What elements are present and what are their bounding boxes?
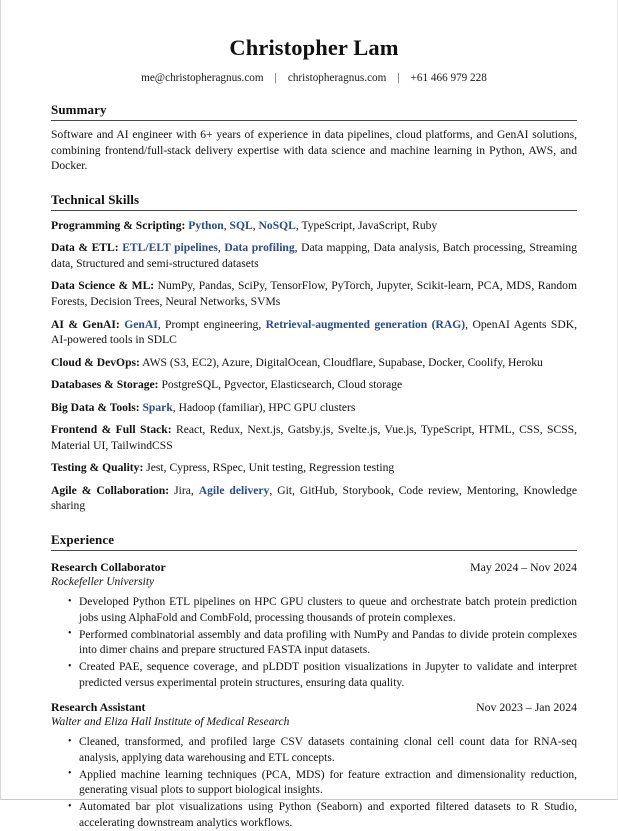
skill-highlight: NoSQL (258, 218, 296, 232)
contact-line (51, 72, 577, 84)
skill-row: Databases & Storage: PostgreSQL, Pgvector, Elasticsearch, Cloud storage (51, 378, 403, 392)
job-bullet: • Cleaned, transformed, and profiled large CSV datasets containing clonal cell count data for RNA-seq analysis, applying data warehousing and ETL concepts. (79, 735, 577, 766)
skill-category-label: Cloud & DevOps: (51, 355, 140, 369)
section-summary (51, 102, 577, 174)
job-bullet: • Automated bar plot visualizations using Python (Seaborn) and exported filtered datasets to R Studio, accelerating downstream analytics workflows. (79, 800, 577, 831)
skill-category-label: Agile & Collaboration: (51, 483, 170, 497)
section-title-experience: Experience (51, 532, 577, 551)
contact-email[interactable]: me@christopheragnus.com (141, 71, 264, 84)
skill-row: Data Science & ML: NumPy, Pandas, SciPy, TensorFlow, PyTorch, Jupyter, Scikit-learn, PCA, MDS, Random Forests, Decision Trees, Neural Networks, SVMs (51, 279, 577, 308)
skill-row: Testing & Quality: Jest, Cypress, RSpec, Unit testing, Regression testing (51, 461, 395, 475)
skill-row: AI & GenAI: GenAI, Prompt engineering, Retrieval-augmented generation (RAG), OpenAI Agents SDK, AI-powered tools in SDLC (51, 317, 577, 347)
summary-text: Software and AI engineer with 6+ years of experience in data pipelines, cloud platforms, and GenAI solutions, combining frontend/full-stack delivery expertise with data science and machine learning in Python, AWS, and Docker. (51, 128, 577, 173)
section-title-technical-skills: Technical Skills (51, 192, 577, 211)
job-bullet: • Applied machine learning techniques (PCA, MDS) for feature extraction and dimensionality reduction, generating visual plots to support biological insights. (79, 768, 577, 799)
experience-entry (51, 700, 577, 831)
job-organization: Rockefeller University (51, 576, 155, 589)
skill-row: Agile & Collaboration: Jira, Agile delivery, Git, GitHub, Storybook, Code review, Mentoring, Knowledge sharing (51, 483, 578, 513)
experience-header (51, 700, 577, 715)
experience-header (51, 560, 577, 575)
skill-highlight: Agile delivery (198, 483, 270, 497)
job-bullet-list (51, 595, 577, 691)
section-technical-skills (51, 192, 577, 514)
skill-row: Cloud & DevOps: AWS (S3, EC2), Azure, DigitalOcean, Cloudflare, Supabase, Docker, Coolify, Heroku (51, 355, 543, 369)
job-dates: Nov 2023 – Jan 2024 (476, 700, 577, 715)
skill-category-label: AI & GenAI: (51, 317, 120, 331)
skill-category-label: Frontend & Full Stack: (51, 423, 172, 437)
page-title: Christopher Lam (229, 35, 399, 60)
skills-list (51, 218, 577, 514)
skill-highlight: Spark (142, 400, 173, 414)
skill-category-label: Testing & Quality: (51, 461, 144, 475)
contact-phone[interactable]: +61 466 979 228 (410, 71, 487, 84)
skill-category-label: Programming & Scripting: (51, 218, 186, 232)
job-bullet: • Developed Python ETL pipelines on HPC GPU clusters to queue and orchestrate batch protein prediction jobs using AlphaFold and CombFold, processing thousands of protein complexes. (79, 595, 577, 626)
section-title-summary: Summary (51, 102, 577, 121)
skill-category-label: Data Science & ML: (51, 279, 155, 293)
contact-separator-2: | (397, 71, 400, 84)
skill-row: Data & ETL: ETL/ELT pipelines, Data profiling, Data mapping, Data analysis, Batch processing, Streaming data, Structured and semi-structured datasets (51, 241, 578, 270)
job-bullet: • Performed combinatorial assembly and data profiling with NumPy and Pandas to divide protein complexes into dimer chains and prepare structured FASTA input datasets. (79, 628, 577, 659)
skill-highlight: Python (188, 218, 224, 232)
job-title: Research Collaborator (51, 560, 166, 575)
job-bullet-list (51, 735, 577, 831)
section-experience (51, 532, 577, 831)
skill-row: Programming & Scripting: Python, SQL, NoSQL, TypeScript, JavaScript, Ruby (51, 218, 438, 232)
skill-highlight: SQL (229, 218, 253, 232)
contact-separator-1: | (274, 71, 277, 84)
skill-category-label: Big Data & Tools: (51, 400, 140, 414)
skill-row: Big Data & Tools: Spark, Hadoop (familiar), HPC GPU clusters (51, 400, 356, 414)
job-dates: May 2024 – Nov 2024 (470, 560, 577, 575)
skill-highlight: Data profiling (224, 241, 295, 255)
skill-highlight: Retrieval-augmented generation (RAG) (265, 317, 466, 331)
job-organization: Walter and Eliza Hall Institute of Medical Research (51, 716, 290, 729)
skill-highlight: ETL/ELT pipelines (122, 241, 218, 255)
job-title: Research Assistant (51, 700, 146, 715)
job-bullet: • Created PAE, sequence coverage, and pLDDT position visualizations in Jupyter to validate and interpret predicted versus experimental protein structures, ensuring data quality. (79, 660, 577, 691)
skill-row: Frontend & Full Stack: React, Redux, Next.js, Gatsby.js, Svelte.js, Vue.js, TypeScript, HTML, CSS, SCSS, Material UI, TailwindCSS (51, 423, 577, 452)
experience-entry (51, 560, 577, 691)
skill-category-label: Data & ETL: (51, 241, 119, 255)
contact-website[interactable]: christopheragnus.com (287, 71, 387, 84)
skill-highlight: GenAI (124, 317, 158, 331)
experience-list (51, 560, 577, 831)
skill-category-label: Databases & Storage: (51, 378, 159, 392)
